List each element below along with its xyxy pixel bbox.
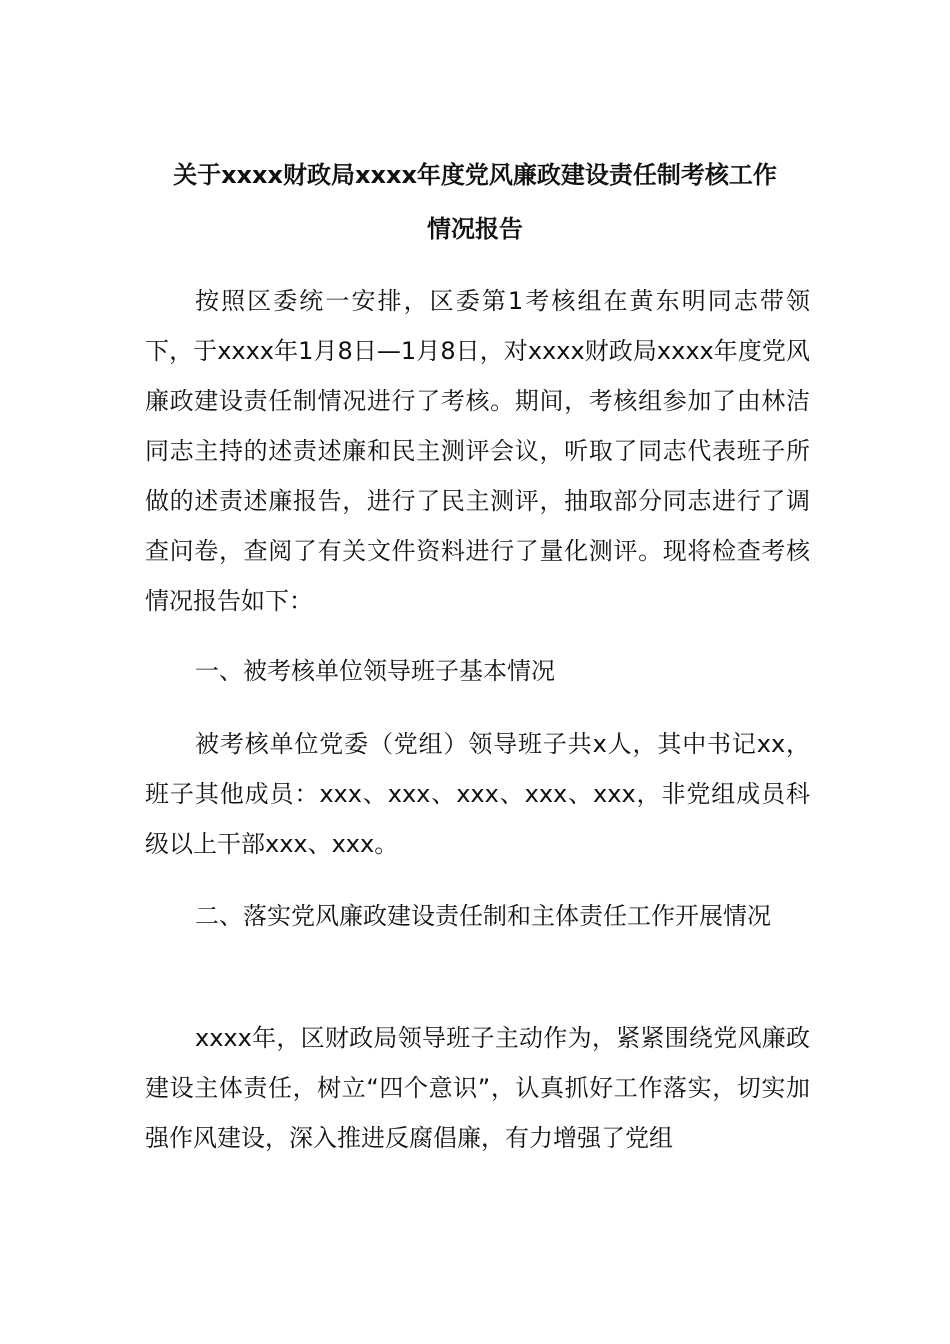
document-title-line-1: 关于xxxx财政局xxxx年度党风廉政建设责任制考核工作 [173, 161, 777, 189]
paragraph-work: xxxx年，区财政局领导班子主动作为，紧紧围绕党风廉政建设主体责任，树立“四个意识”，认真抓好工作落实，切实加强作风建设，深入推进反腐倡廉，有力增强了党组 [145, 1024, 810, 1152]
section-heading-1: 一、被考核单位领导班子基本情况 [195, 657, 555, 685]
paragraph-intro: 按照区委统一安排，区委第1考核组在黄东明同志带领下，于xxxx年1月8日—1月8日，对xxxx财政局xxxx年度党风廉政建设责任制情况进行了考核。期间，考核组参加了由林洁同志主持的述责述廉和民主测评会议，听取了同志代表班子所做的述责述廉报告，进行了民主测评，抽取部分同志进行了调查问卷，查阅了有关文件资料进行了量化测评。现将检查考核情况报告如下： [145, 287, 810, 615]
paragraph-leadership: 被考核单位党委（党组）领导班子共x人，其中书记xx，班子其他成员：xxx、xxx、xxx、xxx、xxx，非党组成员科级以上干部xxx、xxx。 [145, 730, 810, 858]
document-title [110, 148, 840, 256]
section-heading-2: 二、落实党风廉政建设责任制和主体责任工作开展情况 [195, 902, 771, 930]
document-title-line-2: 情况报告 [427, 215, 523, 243]
